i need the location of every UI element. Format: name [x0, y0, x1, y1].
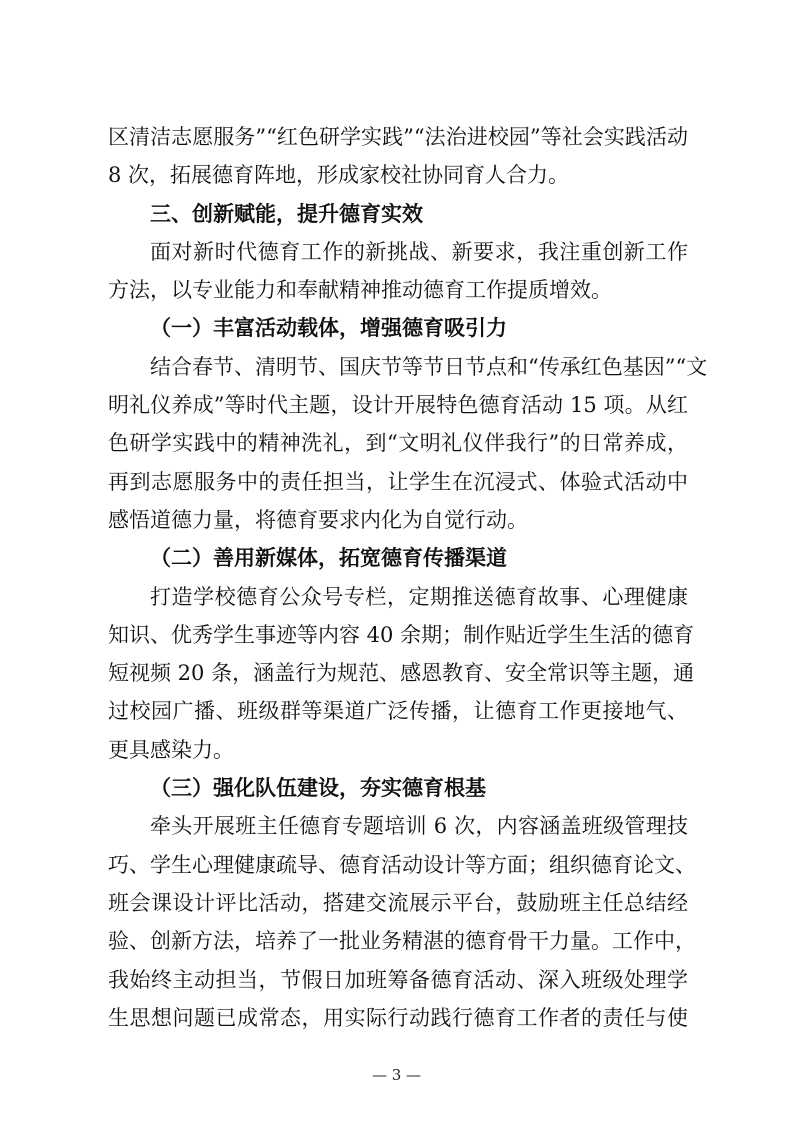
text-line: 面对新时代德育工作的新挑战、新要求，我注重创新工作	[150, 239, 688, 264]
page-number: — 3 —	[371, 1066, 422, 1084]
text-line: 区清洁志愿服务”“红色研学实践”“法治进校园”等社会实践活动	[108, 125, 688, 149]
text-line: 感悟道德力量，将德育要求内化为自觉行动。	[108, 507, 528, 532]
text-line: 验、创新方法，培养了一批业务精湛的德育骨干力量。工作中，	[108, 929, 696, 954]
text-line: 8 次，拓展德育阵地，形成家校社协同育人合力。	[108, 163, 570, 188]
section-heading: （二）善用新媒体，拓宽德育传播渠道	[150, 546, 507, 571]
section-heading: 三、创新赋能，提升德育实效	[150, 201, 423, 226]
text-line: 结合春节、清明节、国庆节等节日节点和“传承红色基因”“文	[150, 354, 708, 379]
text-line: 色研学实践中的精神洗礼，到“文明礼仪伴我行”的日常养成，	[108, 431, 688, 456]
text-line: 巧、学生心理健康疏导、德育活动设计等方面；组织德育论文、	[108, 852, 696, 877]
text-line: 班会课设计评比活动，搭建交流展示平台，鼓励班主任总结经	[108, 890, 688, 915]
text-line: 再到志愿服务中的责任担当，让学生在沉浸式、体验式活动中	[108, 469, 688, 494]
text-line: 知识、优秀学生事迹等内容 40 余期；制作贴近学生生活的德育	[108, 622, 695, 647]
section-heading: （一）丰富活动载体，增强德育吸引力	[150, 316, 507, 341]
text-line: 打造学校德育公众号专栏，定期推送德育故事、心理健康	[150, 584, 688, 609]
text-line: 过校园广播、班级群等渠道广泛传播，让德育工作更接地气、	[108, 699, 688, 724]
text-line: 明礼仪养成”等时代主题，设计开展特色德育活动 15 项。从红	[108, 393, 688, 418]
text-line: 生思想问题已成常态，用实际行动践行德育工作者的责任与使	[108, 1005, 688, 1030]
document-body	[108, 118, 708, 1037]
section-heading: （三）强化队伍建设，夯实德育根基	[150, 776, 486, 801]
text-line: 方法，以专业能力和奉献精神推动德育工作提质增效。	[108, 278, 612, 303]
text-line: 我始终主动担当，节假日加班筹备德育活动、深入班级处理学	[108, 967, 688, 992]
text-line: 短视频 20 条，涵盖行为规范、感恩教育、安全常识等主题，通	[108, 661, 695, 686]
text-line: 更具感染力。	[108, 737, 234, 762]
text-line: 牵头开展班主任德育专题培训 6 次，内容涵盖班级管理技	[150, 814, 688, 839]
